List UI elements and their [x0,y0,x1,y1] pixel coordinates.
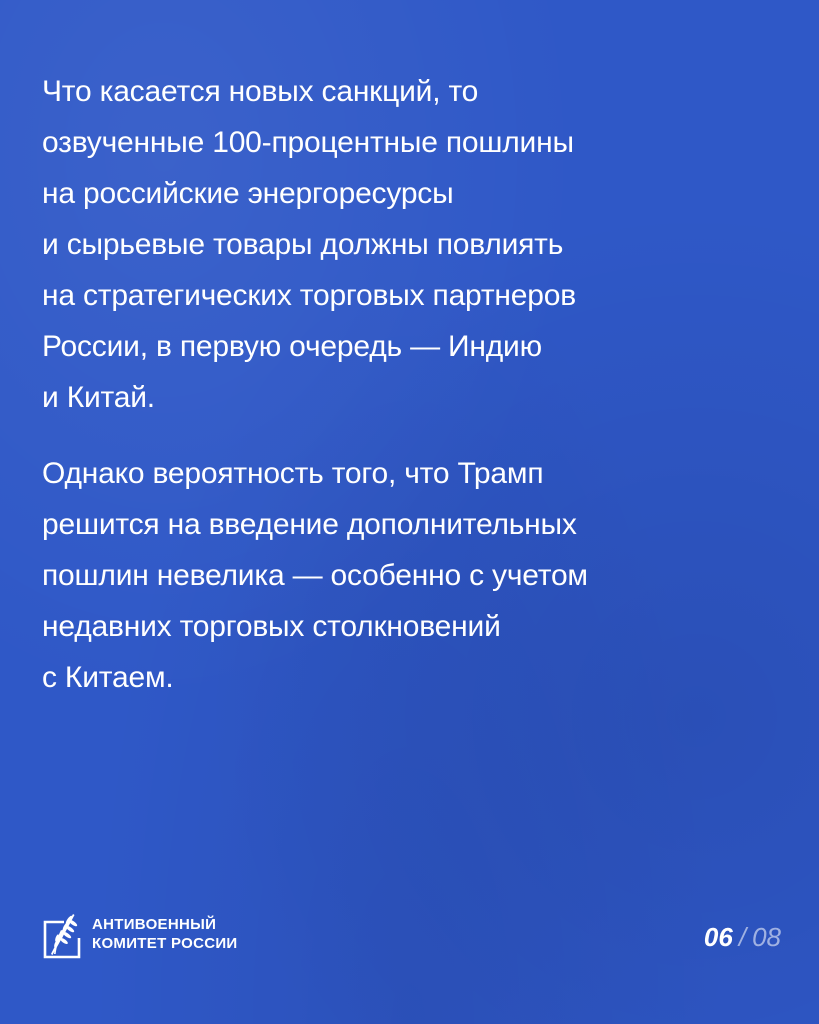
text-line: и сырьевые товары должны повлиять [42,228,564,261]
wheat-ears-frame-icon [42,908,82,960]
text-line: озвученные 100-процентные пошлины [42,126,574,159]
text-line: на российские энергоресурсы [42,177,454,210]
brand-logo [42,908,238,960]
page-separator: / [738,922,747,952]
brand-name-line-1: АНТИВОЕННЫЙ [92,916,217,933]
page-total: 08 [752,922,781,952]
text-line: решится на введение дополнительных [42,508,577,541]
text-line: и Китай. [42,381,155,414]
paragraph-1 [42,66,782,423]
text-line: с Китаем. [42,661,174,694]
text-line: России, в первую очередь — Индию [42,330,542,363]
page-current: 06 [703,922,733,952]
text-line: Что касается новых санкций, то [42,75,479,108]
brand-name-line-2: КОМИТЕТ РОССИИ [92,935,238,952]
text-line: недавних торговых столкновений [42,610,501,643]
brand-name [92,915,238,953]
text-line: пошлин невелика — особенно с учетом [42,559,588,592]
page-counter [704,922,781,952]
text-line: на стратегических торговых партнеров [42,279,576,312]
text-line: Однако вероятность того, что Трамп [42,457,544,490]
paragraph-2 [42,448,782,703]
